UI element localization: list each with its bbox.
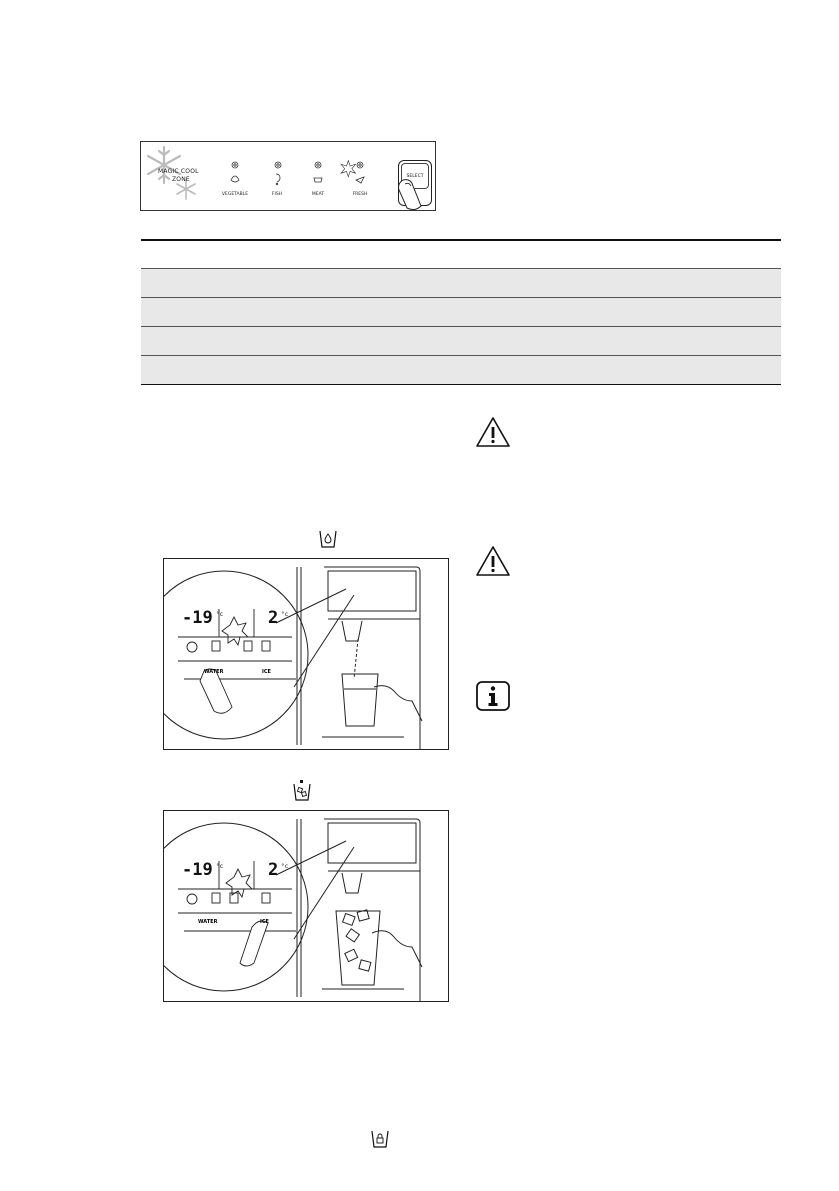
figure-ice-drawing xyxy=(164,811,448,1001)
magic-cool-logo-line1: MAGIC COOL xyxy=(158,168,199,175)
warning-triangle-icon xyxy=(475,545,511,577)
ice-cubes-icon xyxy=(292,779,312,801)
water-label: WATER xyxy=(204,669,224,675)
mode-label-fish: FISH xyxy=(271,192,283,197)
table-row xyxy=(141,269,781,298)
water-drop-icon xyxy=(318,528,338,550)
water-label: WATER xyxy=(198,919,218,925)
mode-label-meat: MEAT xyxy=(311,192,325,197)
freezer-temp: -19 xyxy=(182,860,213,880)
table-header xyxy=(141,239,781,269)
magic-cool-logo-line2: ZONE xyxy=(172,176,190,183)
fridge-unit: °c xyxy=(281,863,289,870)
mode-icons xyxy=(225,160,375,190)
freezer-unit: °c xyxy=(216,611,224,618)
ice-label: ICE xyxy=(260,919,269,925)
freezer-temp: -19 xyxy=(182,608,213,628)
mode-table xyxy=(141,239,781,385)
table-row xyxy=(141,356,781,385)
ice-lock-icon xyxy=(370,1126,390,1148)
select-button-label: SELECT xyxy=(401,163,429,189)
info-icon xyxy=(476,681,510,711)
table-row xyxy=(141,327,781,356)
mode-label-vegetable: VEGETABLE xyxy=(221,192,249,197)
warning-triangle-icon xyxy=(475,416,511,448)
fridge-temp: 2 xyxy=(268,860,279,880)
figure-water-drawing xyxy=(164,559,448,749)
table-row xyxy=(141,298,781,327)
finger-icon xyxy=(397,178,427,212)
mode-label-fresh: FRESH xyxy=(352,192,368,197)
fridge-unit: °c xyxy=(281,611,289,618)
fridge-temp: 2 xyxy=(268,608,279,628)
freezer-unit: °c xyxy=(216,863,224,870)
ice-label: ICE xyxy=(262,669,271,675)
